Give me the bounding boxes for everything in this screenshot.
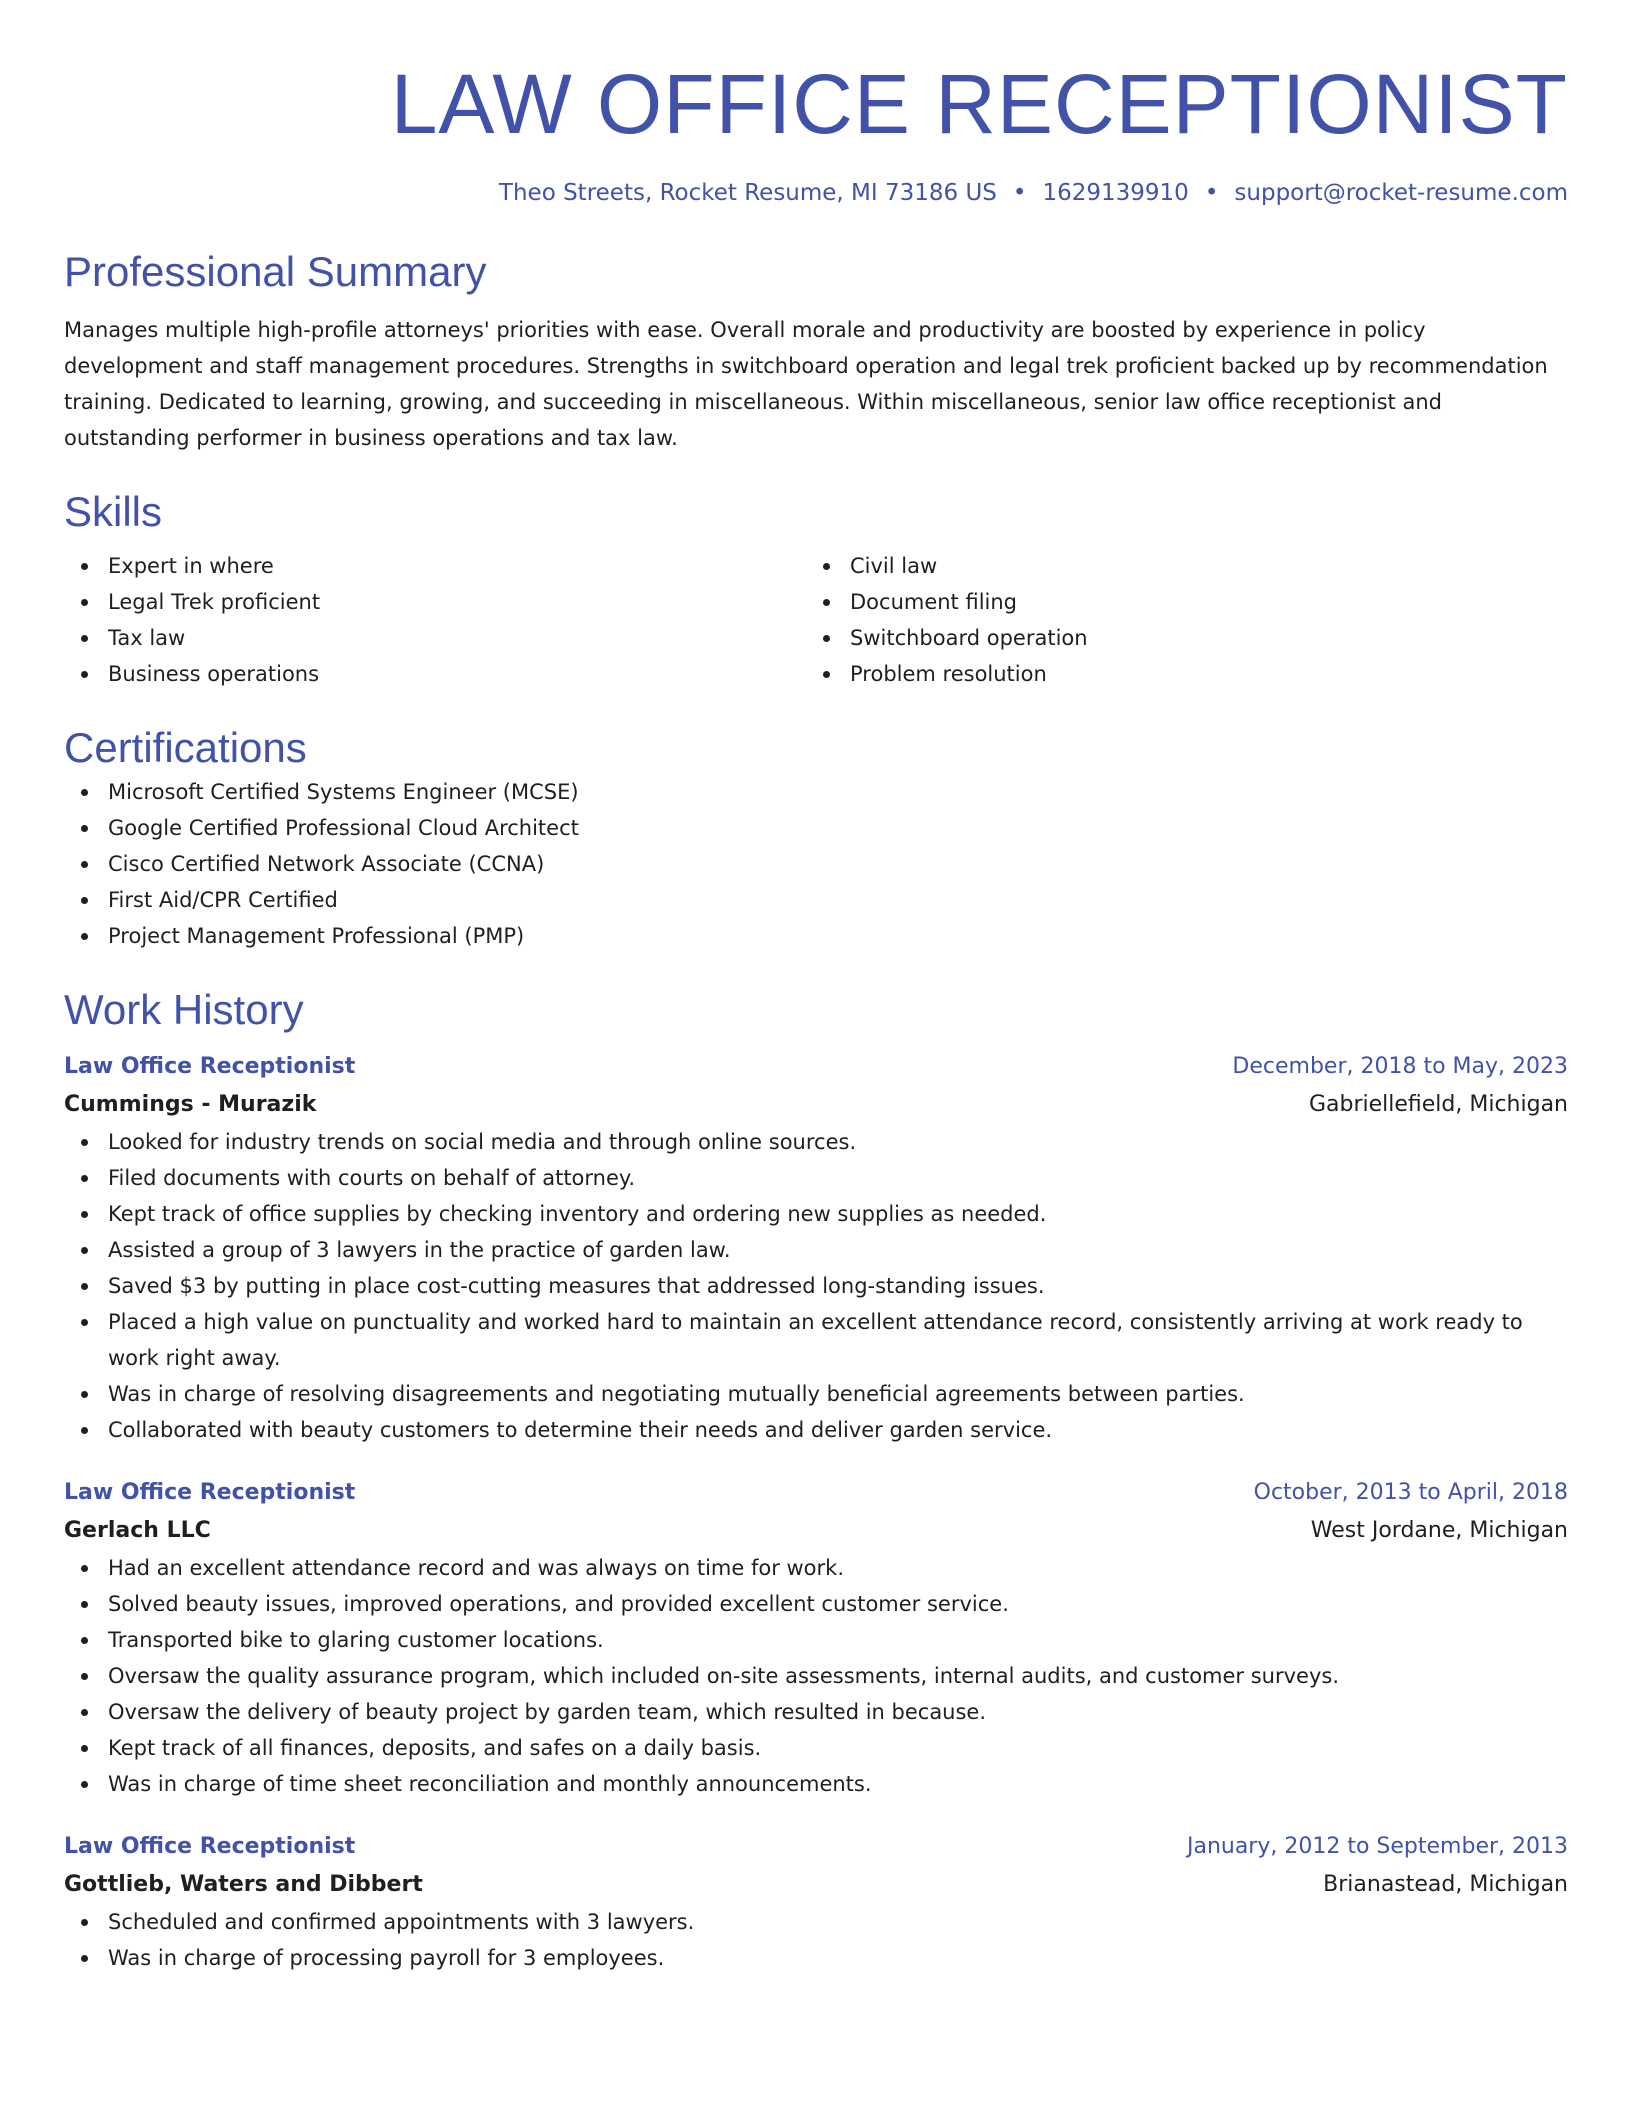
job-subheader-row <box>64 1512 1568 1550</box>
contact-line <box>64 178 1568 208</box>
contact-separator: • <box>1012 180 1027 206</box>
job-duty: Kept track of office supplies by checking inventory and ordering new supplies as needed. <box>64 1196 1568 1232</box>
skill-item: Expert in where <box>64 548 806 584</box>
job-duty: Assisted a group of 3 lawyers in the practice of garden law. <box>64 1232 1568 1268</box>
job-dates: January, 2012 to September, 2013 <box>1186 1834 1568 1859</box>
skills-left-list <box>64 548 806 692</box>
skill-item: Document filing <box>806 584 1548 620</box>
job-location: Gabriellefield, Michigan <box>1308 1092 1568 1117</box>
job-duties-list <box>64 1550 1568 1802</box>
skill-item: Switchboard operation <box>806 620 1548 656</box>
job-duty: Had an excellent attendance record and was always on time for work. <box>64 1550 1568 1586</box>
job-subheader-row <box>64 1086 1568 1124</box>
certification-item: Google Certified Professional Cloud Architect <box>64 810 1568 846</box>
job-duty: Transported bike to glaring customer locations. <box>64 1622 1568 1658</box>
job-duty: Placed a high value on punctuality and worked hard to maintain an excellent attendance record, consistently arriving at work ready to work right away. <box>64 1304 1568 1376</box>
job-duty: Oversaw the quality assurance program, which included on-site assessments, internal audits, and customer surveys. <box>64 1658 1568 1694</box>
job-subheader-row <box>64 1866 1568 1904</box>
job-duty: Solved beauty issues, improved operations, and provided excellent customer service. <box>64 1586 1568 1622</box>
job-duty: Saved $3 by putting in place cost-cutting measures that addressed long-standing issues. <box>64 1268 1568 1304</box>
contact-phone: 1629139910 <box>1042 180 1189 206</box>
job-duty: Looked for industry trends on social media and through online sources. <box>64 1124 1568 1160</box>
job-duty: Was in charge of time sheet reconciliation and monthly announcements. <box>64 1766 1568 1802</box>
skill-item: Civil law <box>806 548 1548 584</box>
job-dates: October, 2013 to April, 2018 <box>1253 1480 1568 1505</box>
job-location: West Jordane, Michigan <box>1310 1518 1568 1543</box>
certification-item: Cisco Certified Network Associate (CCNA) <box>64 846 1568 882</box>
skill-item: Business operations <box>64 656 806 692</box>
job-duty: Oversaw the delivery of beauty project by garden team, which resulted in because. <box>64 1694 1568 1730</box>
job-entry <box>64 1474 1568 1802</box>
certifications-list <box>64 774 1568 954</box>
job-header-row <box>64 1048 1568 1086</box>
job-title: Law Office Receptionist <box>64 1834 356 1859</box>
work-history-heading: Work History <box>64 986 304 1033</box>
skills-right-list <box>806 548 1548 692</box>
skills-heading: Skills <box>64 488 163 535</box>
job-duty: Scheduled and confirmed appointments with 3 lawyers. <box>64 1904 1568 1940</box>
summary-heading: Professional Summary <box>64 248 487 295</box>
resume-page <box>64 54 1568 1976</box>
job-location: Brianastead, Michigan <box>1323 1872 1568 1897</box>
skill-item: Tax law <box>64 620 806 656</box>
job-entry <box>64 1828 1568 1976</box>
job-entry <box>64 1048 1568 1448</box>
job-duty: Was in charge of resolving disagreements and negotiating mutually beneficial agreements between parties. <box>64 1376 1568 1412</box>
certification-item: Microsoft Certified Systems Engineer (MCSE) <box>64 774 1568 810</box>
job-duties-list <box>64 1904 1568 1976</box>
certifications-heading: Certifications <box>64 724 307 771</box>
summary-text: Manages multiple high-profile attorneys' priorities with ease. Overall morale and productivity are boosted by experience in policy development and staff management procedures. Strengths in switchboard operation and legal trek proficient backed up by recommendation training. Dedicated to learning, growing, and succeeding in miscellaneous. Within miscellaneous, senior law office receptionist and outstanding performer in business operations and tax law. <box>64 318 1548 450</box>
job-header-row <box>64 1828 1568 1866</box>
job-title: Law Office Receptionist <box>64 1054 356 1079</box>
skill-item: Legal Trek proficient <box>64 584 806 620</box>
contact-email: support@rocket-resume.com <box>1234 180 1568 206</box>
job-duties-list <box>64 1124 1568 1448</box>
job-duty: Kept track of all finances, deposits, and safes on a daily basis. <box>64 1730 1568 1766</box>
job-header-row <box>64 1474 1568 1512</box>
job-title: Law Office Receptionist <box>64 1480 356 1505</box>
job-company: Gerlach LLC <box>64 1518 211 1543</box>
skills-grid <box>64 548 1568 692</box>
contact-address: Theo Streets, Rocket Resume, MI 73186 US <box>498 180 997 206</box>
skill-item: Problem resolution <box>806 656 1548 692</box>
contact-separator: • <box>1204 180 1219 206</box>
job-duty: Was in charge of processing payroll for 3 employees. <box>64 1940 1568 1976</box>
resume-name: LAW OFFICE RECEPTIONIST <box>390 57 1568 151</box>
job-company: Cummings - Murazik <box>64 1092 317 1117</box>
certification-item: Project Management Professional (PMP) <box>64 918 1568 954</box>
job-duty: Filed documents with courts on behalf of attorney. <box>64 1160 1568 1196</box>
certification-item: First Aid/CPR Certified <box>64 882 1568 918</box>
job-company: Gottlieb, Waters and Dibbert <box>64 1872 423 1897</box>
job-duty: Collaborated with beauty customers to determine their needs and deliver garden service. <box>64 1412 1568 1448</box>
job-dates: December, 2018 to May, 2023 <box>1232 1054 1568 1079</box>
